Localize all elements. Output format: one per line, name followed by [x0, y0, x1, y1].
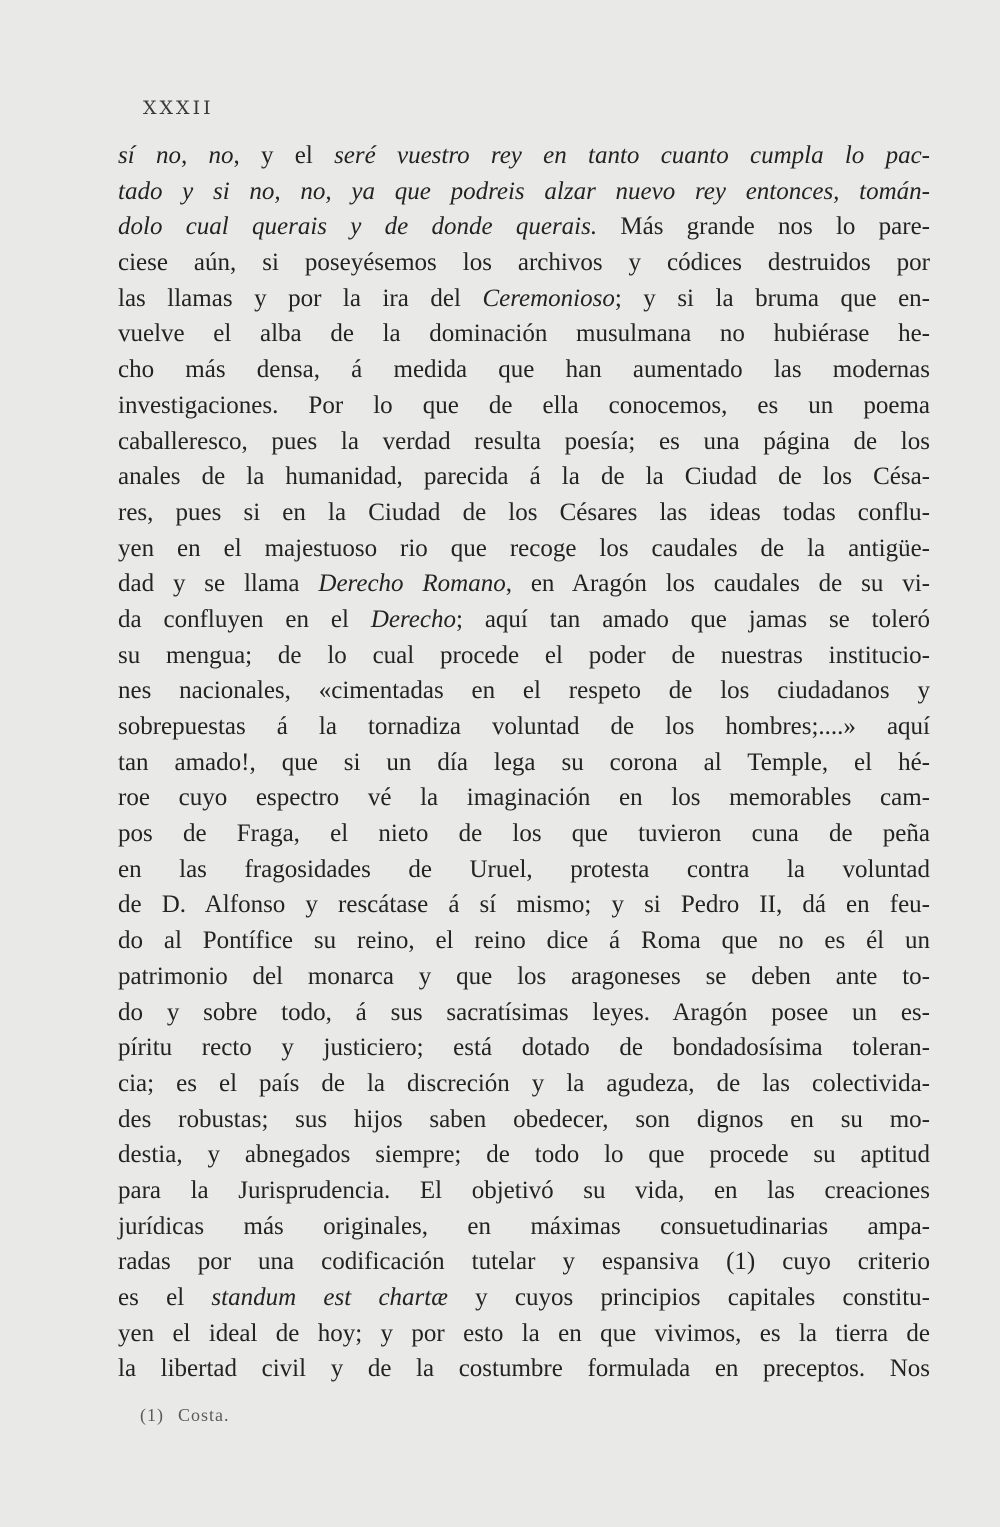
text-line [118, 745, 930, 781]
text-run: destia, y abnegados siempre; de todo lo que procede su aptitud [118, 1141, 930, 1169]
text-line [118, 887, 930, 923]
text-line [118, 995, 930, 1031]
text-run: Más grande nos lo pare- [597, 213, 931, 241]
italic-run: sí no, no [118, 142, 234, 169]
italic-run: dolo cual querais y de donde querais. [118, 213, 598, 241]
text-run: do y sobre todo, á sus sacratísimas leyes. Aragón posee un es- [118, 998, 930, 1026]
text-line [118, 209, 930, 245]
text-run: roe cuyo espectro vé la imaginación en los memorables cam- [118, 784, 930, 812]
text-line [118, 780, 930, 816]
italic-run: seré vuestro rey en tanto cuanto cumpla lo pac- [334, 142, 930, 169]
text-line [118, 638, 930, 674]
text-line [118, 959, 930, 995]
text-run: yen el ideal de hoy; y por esto la en que vivimos, es la tierra de [118, 1319, 930, 1347]
text-run: dad y se llama [118, 570, 319, 598]
text-run: la libertad civil y de la costumbre formulada en preceptos. Nos [118, 1355, 930, 1383]
text-line [118, 1030, 930, 1066]
text-run: ciese aún, si poseyésemos los archivos y códices destruidos por [118, 249, 930, 277]
text-line [118, 495, 930, 531]
text-run: ; y si la bruma que en- [614, 284, 930, 312]
text-run: en las fragosidades de Uruel, protesta contra la voluntad [118, 855, 930, 883]
text-line [118, 1137, 930, 1173]
text-run: cho más densa, á medida que han aumentado las modernas [118, 356, 930, 384]
footnote-text: Costa. [178, 1405, 230, 1425]
text-run: tan amado!, que si un día lega su corona al Temple, el hé- [118, 748, 930, 776]
text-line [118, 1351, 930, 1387]
page-number: XXXII [143, 97, 214, 119]
text-run: su mengua; de lo cual procede el poder de nuestras institucio- [118, 641, 930, 669]
text-line [118, 602, 930, 638]
text-line [118, 816, 930, 852]
italic-run: Derecho Romano [318, 570, 506, 598]
text-line [118, 1209, 930, 1245]
text-run: vuelve el alba de la dominación musulmana no hubiérase he- [118, 320, 930, 348]
text-run: las llamas y por la ira del [118, 284, 483, 312]
text-run: sobrepuestas á la tornadiza voluntad de los hombres;....» aquí [118, 713, 930, 740]
text-line [118, 1173, 930, 1209]
text-run: para la Jurisprudencia. El objetivó su vida, en las creaciones [118, 1176, 930, 1204]
text-line [118, 281, 930, 317]
text-line [118, 709, 930, 745]
text-line [118, 531, 930, 567]
text-run: ; aquí tan amado que jamas se toleró [455, 605, 930, 633]
text-run: es el [118, 1284, 212, 1311]
text-line [118, 673, 930, 709]
text-line [118, 852, 930, 888]
text-line [118, 1280, 930, 1316]
text-line [118, 1066, 930, 1102]
text-run: píritu recto y justiciero; está dotado de bondadosísima toleran- [118, 1034, 930, 1062]
body-text [118, 138, 930, 1387]
text-run: , y el [233, 142, 335, 169]
text-line [118, 388, 930, 424]
italic-run: standum est chartæ [211, 1284, 448, 1311]
text-run: y cuyos principios capitales constitu- [447, 1284, 930, 1311]
italic-run: tado y si no, no, ya que podreis alzar nuevo rey entonces, tomán- [118, 177, 930, 205]
text-run: res, pues si en la Ciudad de los Césares las ideas todas conflu- [118, 498, 930, 526]
text-line [118, 923, 930, 959]
text-line [118, 245, 930, 281]
text-run: pos de Fraga, el nieto de los que tuvieron cuna de peña [118, 820, 930, 848]
text-run: cia; es el país de la discreción y la agudeza, de las colectivida- [118, 1069, 930, 1097]
text-run: , en Aragón los caudales de su vi- [505, 570, 930, 598]
text-run: da confluyen en el [118, 605, 371, 633]
text-run: jurídicas más originales, en máximas consuetudinarias ampa- [118, 1212, 930, 1240]
text-run: radas por una codificación tutelar y espansiva (1) cuyo criterio [118, 1248, 930, 1276]
text-run: nes nacionales, «cimentadas en el respeto de los ciudadanos y [118, 677, 930, 705]
footnote [140, 1405, 230, 1426]
text-line [118, 459, 930, 495]
text-line [118, 566, 930, 602]
text-run: de D. Alfonso y rescátase á sí mismo; y si Pedro II, dá en feu- [118, 891, 930, 919]
text-line [118, 1244, 930, 1280]
text-line [118, 316, 930, 352]
text-run: des robustas; sus hijos saben obedecer, son dignos en su mo- [118, 1105, 930, 1133]
italic-run: Derecho [370, 605, 456, 633]
text-line [118, 174, 930, 210]
text-run: caballeresco, pues la verdad resulta poesía; es una página de los [118, 427, 930, 455]
text-line [118, 424, 930, 460]
text-line [118, 138, 930, 174]
footnote-number: (1) [140, 1405, 164, 1425]
text-run: do al Pontífice su reino, el reino dice á Roma que no es él un [118, 927, 930, 955]
text-line [118, 1316, 930, 1352]
text-run: patrimonio del monarca y que los aragoneses se deben ante to- [118, 962, 930, 990]
text-line [118, 352, 930, 388]
text-line [118, 1102, 930, 1138]
text-run: anales de la humanidad, parecida á la de la Ciudad de los Césa- [118, 463, 930, 491]
text-run: yen en el majestuoso rio que recoge los caudales de la antigüe- [118, 534, 930, 562]
text-run: investigaciones. Por lo que de ella conocemos, es un poema [118, 391, 930, 419]
italic-run: Ceremonioso [482, 284, 615, 312]
